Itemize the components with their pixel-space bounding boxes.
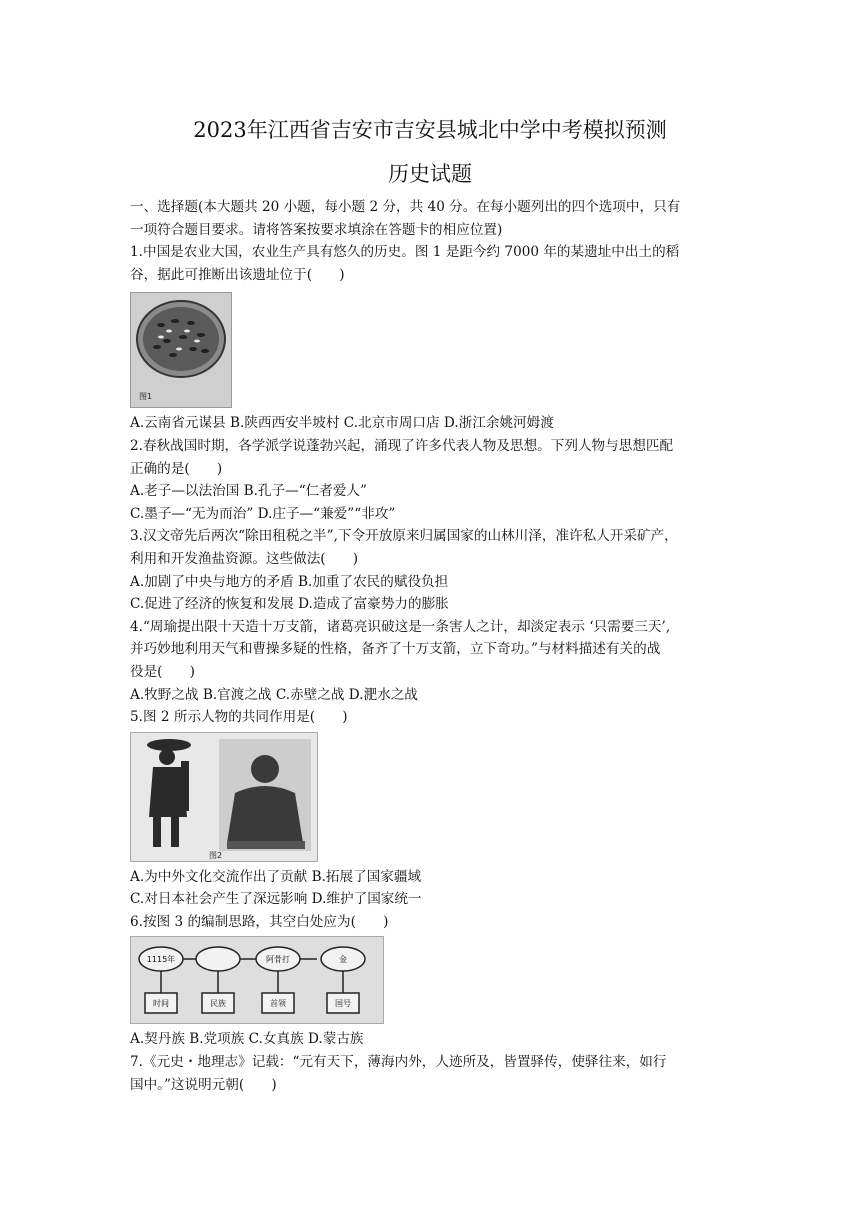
question-3-stem: 3.汉文帝先后两次“除田租税之半”,下令开放原来归属国家的山林川泽，准许私人开采矿产， [130, 528, 678, 545]
figure-3-flowchart [130, 936, 384, 1024]
flow-top-time: 1115年 [146, 955, 176, 965]
figure-1-rice-grains [130, 292, 232, 408]
exam-content [130, 196, 734, 1096]
exam-subtitle: 历史试题 [388, 162, 472, 186]
question-4-stem-cont: 并巧妙地利用天气和曹操多疑的性格，备齐了十万支箭，立下奇功。”与材料描述有关的战 [130, 641, 661, 658]
question-3-options-cd: C.促进了经济的恢复和发展 D.造成了富豪势力的膨胀 [130, 596, 449, 613]
exam-title: 2023年江西省吉安市吉安县城北中学中考模拟预测 [193, 118, 667, 142]
flow-box-time: 时间 [153, 999, 169, 1009]
question-7-stem: 7.《元史・地理志》记载：“元有天下，薄海内外，人迹所及，皆置驿传，使驿往来，如行 [130, 1054, 667, 1071]
flow-box-leader: 首领 [270, 999, 286, 1009]
flow-box-ethnicity: 民族 [210, 999, 226, 1009]
question-7-stem-cont: 国中。”这说明元朝( ) [130, 1076, 277, 1093]
flow-top-leader: 阿骨打 [266, 955, 290, 965]
question-3-options-ab: A.加剧了中央与地方的矛盾 B.加重了农民的赋役负担 [130, 573, 449, 590]
question-1-options: A.云南省元谋县 B.陕西西安半坡村 C.北京市周口店 D.浙江余姚河姆渡 [130, 415, 554, 432]
question-4-stem-cont2: 役是( ) [130, 663, 195, 680]
question-1-stem-cont: 谷，据此可推断出该遗址位于( ) [130, 266, 345, 283]
question-4-stem: 4.“周瑜提出限十天造十万支箭，诸葛亮识破这是一条害人之计，却淡定表示 ‘只需要三天’, [130, 618, 671, 635]
figure-1-caption: 图1 [139, 392, 153, 402]
flow-top-dynasty: 金 [339, 955, 347, 965]
question-2-stem: 2.春秋战国时期，各学派学说蓬勃兴起，涌现了许多代表人物及思想。下列人物与思想匹配 [130, 437, 674, 454]
flow-box-dynasty: 国号 [335, 999, 351, 1009]
figure-2-caption: 图2 [209, 850, 223, 860]
section-heading-cont: 一项符合题目要求。请将答案按要求填涂在答题卡的相应位置) [130, 221, 503, 238]
question-6-stem: 6.按图 3 的编制思路，其空白处应为( ) [130, 913, 389, 930]
section-heading: 一、选择题(本大题共 20 小题，每小题 2 分，共 40 分。在每小题列出的四个选项中，只有 [130, 199, 681, 215]
figure-2-portraits [130, 732, 318, 862]
question-6-options: A.契丹族 B.党项族 C.女真族 D.蒙古族 [130, 1031, 364, 1048]
question-2-options-ab: A.老子—以法治国 B.孔子—“仁者爱人” [130, 483, 367, 500]
question-5-options-cd: C.对日本社会产生了深远影响 D.维护了国家统一 [130, 891, 422, 908]
question-2-options-cd: C.墨子—“无为而治” D.庄子—“兼爱”“非攻” [130, 505, 396, 522]
question-5-stem: 5.图 2 所示人物的共同作用是( ) [130, 709, 348, 726]
question-3-stem-cont: 利用和开发渔盐资源。这些做法( ) [130, 550, 359, 567]
question-2-stem-cont: 正确的是( ) [130, 460, 223, 477]
question-1-stem: 1.中国是农业大国，农业生产具有悠久的历史。图 1 是距今约 7000 年的某遗址中出土的稻 [130, 244, 680, 261]
question-4-options: A.牧野之战 B.官渡之战 C.赤壁之战 D.淝水之战 [130, 686, 418, 703]
question-5-options-ab: A.为中外文化交流作出了贡献 B.拓展了国家疆域 [130, 868, 422, 885]
